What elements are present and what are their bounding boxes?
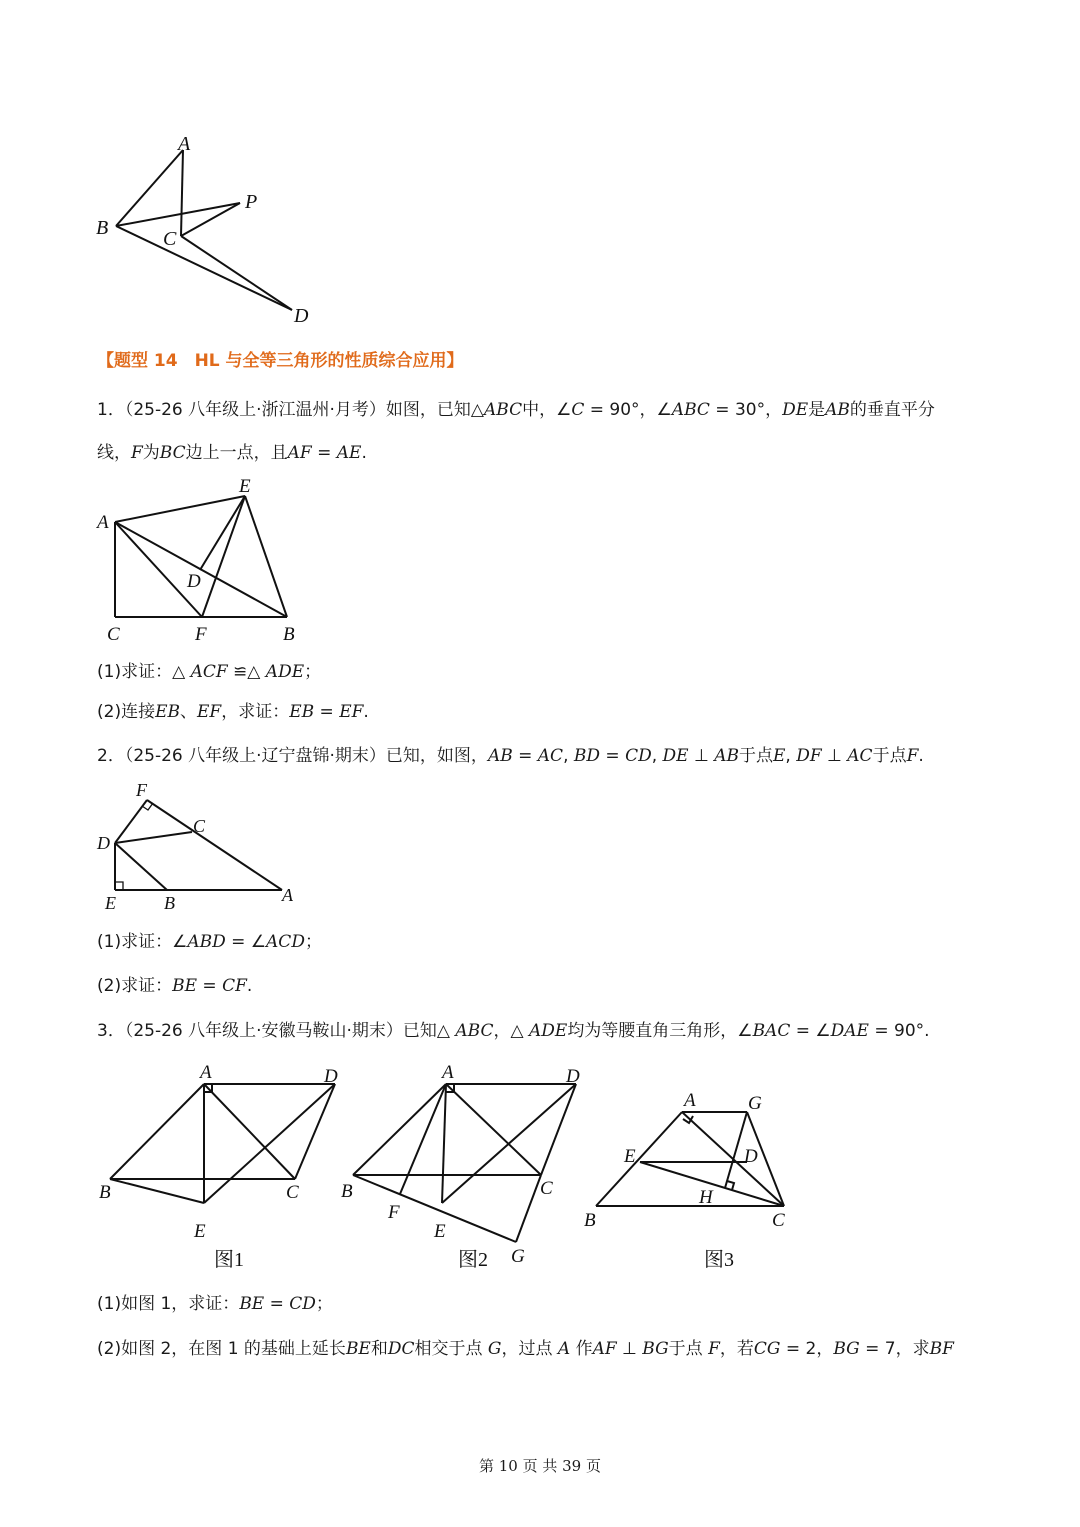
label-a: A: [200, 1062, 212, 1083]
label-b: B: [99, 1182, 111, 1203]
q1-part1: (1)求证：△ ACF ≌△ ADE；: [97, 662, 322, 682]
label-a: A: [684, 1090, 696, 1111]
figure-q3-1: [92, 1058, 352, 1276]
label-c: C: [540, 1178, 553, 1199]
label-g: G: [748, 1093, 762, 1114]
label-b: B: [341, 1181, 353, 1202]
caption-fig2: 图2: [458, 1249, 488, 1271]
figure-q2: [92, 778, 307, 916]
label-g: G: [511, 1246, 525, 1267]
q2-part2: (2)求证：BE = CF.: [97, 976, 253, 996]
q3-line1: 3．（25-26 八年级上·安徽马鞍山·期末）已知△ ABC，△ ADE均为等腰直角三角形，∠BAC = ∠DAE = 90°.: [97, 1021, 930, 1041]
label-c: C: [772, 1210, 785, 1231]
figure-q1: [92, 472, 322, 650]
label-d: D: [97, 833, 110, 853]
q1-line2: 线，F为BC边上一点，且AF = AE.: [97, 443, 367, 463]
label-e: E: [624, 1146, 636, 1167]
q1-part2: (2)连接EB、EF，求证：EB = EF.: [97, 702, 369, 722]
label-a: A: [282, 885, 293, 905]
q3-part1: (1)如图 1，求证：BE = CD；: [97, 1294, 333, 1314]
caption-fig3: 图3: [704, 1249, 734, 1271]
label-c: C: [107, 624, 120, 645]
figure-q3-3: [580, 1078, 820, 1276]
label-e: E: [105, 893, 116, 913]
label-a: A: [97, 512, 109, 533]
label-e: E: [239, 476, 251, 497]
label-h: H: [699, 1187, 713, 1208]
label-d: D: [187, 571, 201, 592]
label-p: P: [245, 191, 258, 213]
label-a: A: [178, 133, 191, 155]
label-e: E: [194, 1221, 206, 1242]
q3-part2: (2)如图 2，在图 1 的基础上延长BE和DC相交于点 G，过点 A 作AF ⊥ BG于点 F，若CG = 2，BG = 7，求BF: [97, 1339, 954, 1359]
label-a: A: [442, 1062, 454, 1083]
figure-top-abcpd: [90, 128, 330, 333]
label-d: D: [324, 1066, 338, 1087]
q2-line1: 2．（25-26 八年级上·辽宁盘锦·期末）已知，如图，AB = AC, BD = CD, DE ⊥ AB于点E, DF ⊥ AC于点F.: [97, 746, 924, 766]
label-c: C: [193, 816, 206, 836]
label-f: F: [388, 1202, 400, 1223]
label-d: D: [294, 305, 309, 327]
label-d: D: [566, 1066, 580, 1087]
label-f: F: [136, 780, 147, 800]
q1-line1: 1．（25-26 八年级上·浙江温州·月考）如图，已知△ABC中，∠C = 90°，∠ABC = 30°，DE是AB的垂直平分: [97, 400, 935, 420]
label-c: C: [163, 228, 177, 250]
label-c: C: [286, 1182, 299, 1203]
section-title: 【题型 14 HL 与全等三角形的性质综合应用】: [97, 351, 464, 371]
q2-part1: (1)求证：∠ABD = ∠ACD；: [97, 932, 322, 952]
label-b: B: [584, 1210, 596, 1231]
figure-q3-2: [338, 1058, 598, 1276]
caption-fig1: 图1: [214, 1249, 244, 1271]
label-d: D: [744, 1146, 758, 1167]
label-b: B: [164, 893, 175, 913]
label-b: B: [283, 624, 295, 645]
label-e: E: [434, 1221, 446, 1242]
label-f: F: [195, 624, 207, 645]
label-b: B: [96, 217, 109, 239]
page-footer: 第 10 页 共 39 页: [478, 1457, 601, 1475]
